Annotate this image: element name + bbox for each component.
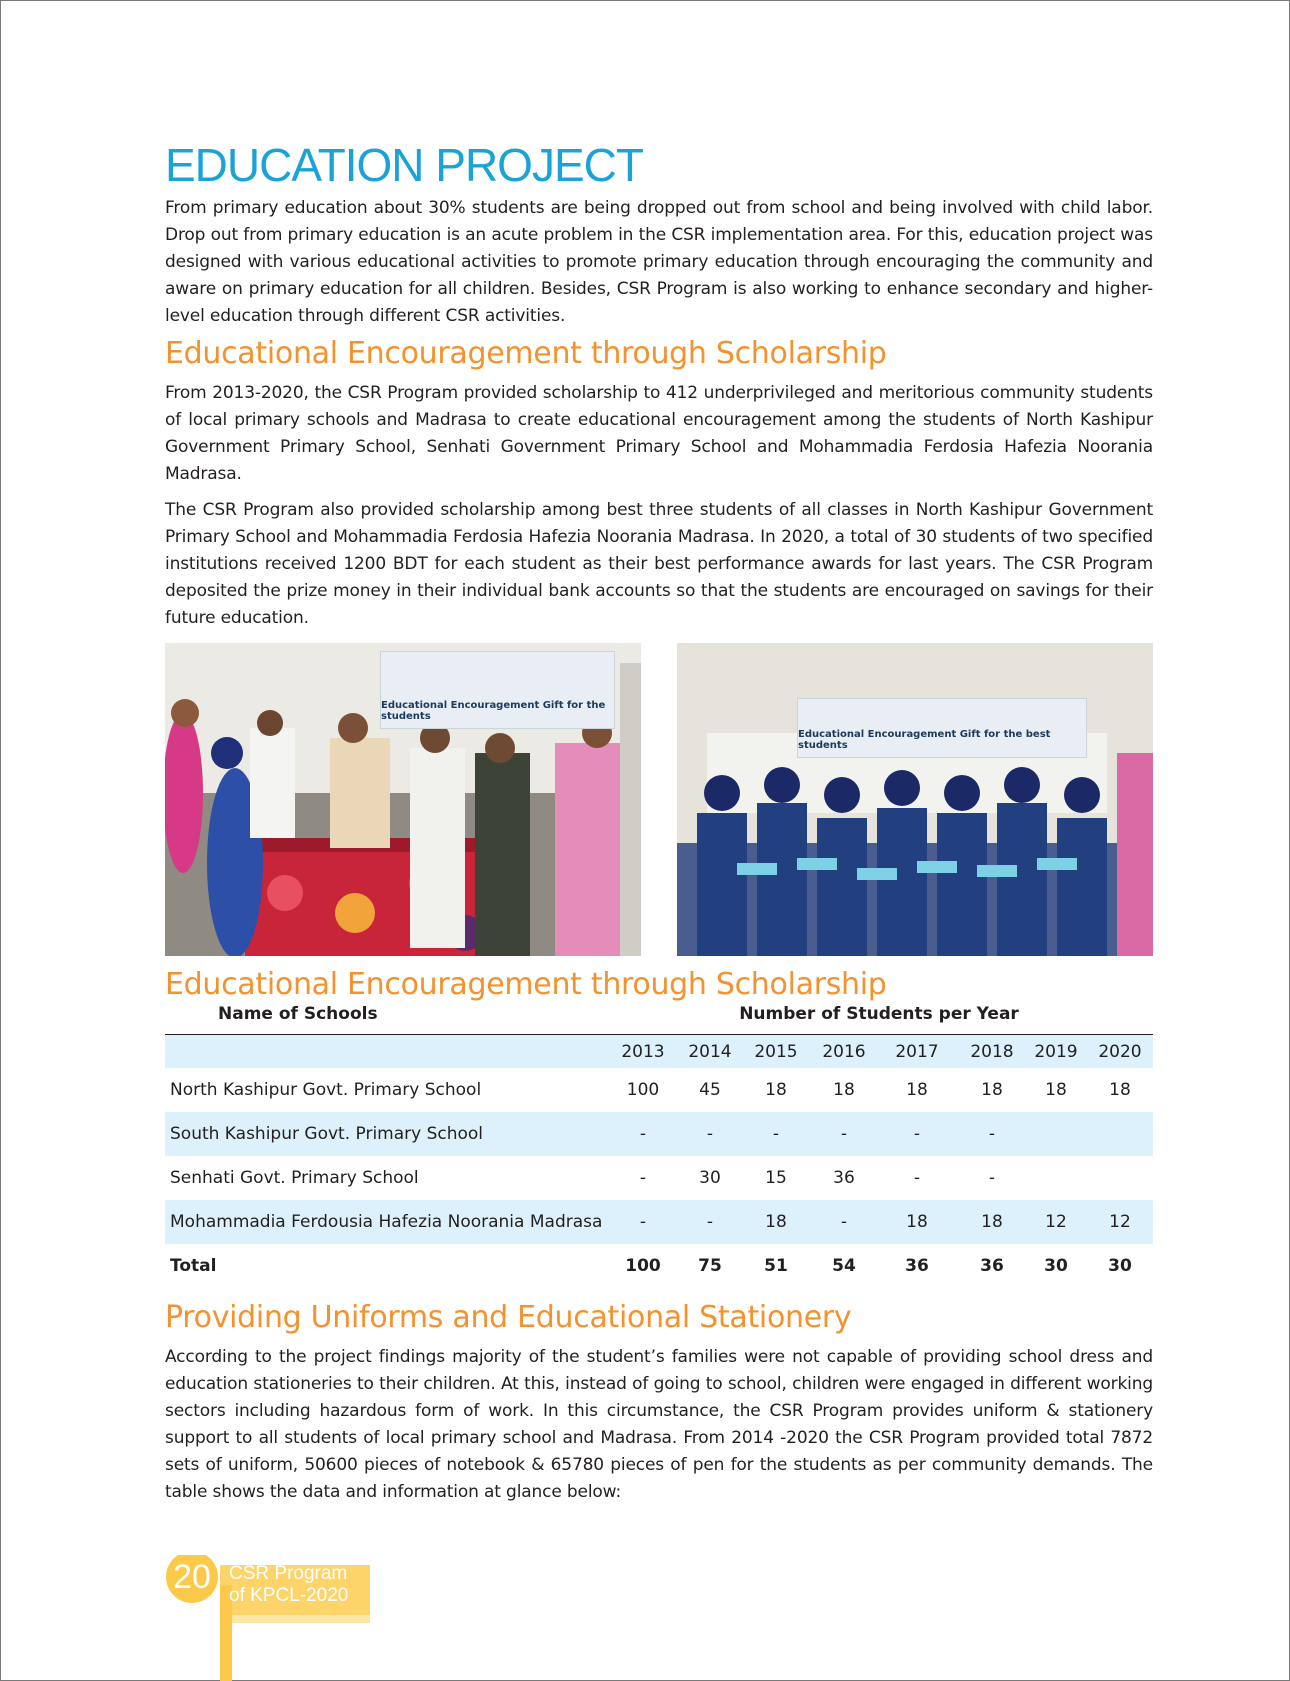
table-row <box>165 1068 1153 1112</box>
value-cell: - <box>739 1112 813 1156</box>
total-cell: 100 <box>625 1256 661 1276</box>
value-cell: 18 <box>833 1080 855 1100</box>
value-cell: - <box>813 1112 875 1156</box>
year-cell: 2013 <box>605 1035 681 1069</box>
value-cell: - <box>875 1112 959 1156</box>
years-column-header: Number of Students per Year <box>605 1004 1153 1035</box>
group-photo-image <box>677 643 1153 956</box>
value-cell: - <box>605 1200 681 1244</box>
value-cell: 45 <box>699 1080 721 1100</box>
year-row <box>165 1035 1153 1069</box>
value-cell: - <box>639 1168 647 1188</box>
value-cell <box>1087 1112 1153 1156</box>
value-cell: 18 <box>906 1080 928 1100</box>
value-cell: - <box>988 1168 996 1188</box>
value-cell: 12 <box>1025 1200 1087 1244</box>
page-title: EDUCATION PROJECT <box>165 139 643 191</box>
value-cell: 18 <box>765 1080 787 1100</box>
total-cell: 30 <box>1108 1256 1132 1276</box>
value-cell: 36 <box>833 1168 855 1188</box>
value-cell <box>1087 1156 1153 1200</box>
total-cell: 54 <box>832 1256 856 1276</box>
value-cell: 30 <box>699 1168 721 1188</box>
value-cell: 18 <box>739 1200 813 1244</box>
page-footer-badge <box>165 1555 385 1681</box>
year-cell: 2016 <box>813 1035 875 1069</box>
value-cell: 18 <box>959 1200 1025 1244</box>
value-cell: 18 <box>1045 1080 1067 1100</box>
total-cell: 51 <box>764 1256 788 1276</box>
scholarship-table <box>165 1004 1153 1288</box>
total-cell: 75 <box>698 1256 722 1276</box>
page-number: 20 <box>173 1558 211 1596</box>
left-banner: Educational Encouragement Gift for the students <box>380 651 615 729</box>
value-cell <box>1025 1112 1087 1156</box>
schools-column-header: Name of Schools <box>165 1004 605 1035</box>
total-cell: 36 <box>905 1256 929 1276</box>
value-cell: - <box>681 1112 739 1156</box>
scholarship-heading: Educational Encouragement through Scholarship <box>165 336 887 371</box>
year-cell: 2015 <box>739 1035 813 1069</box>
value-cell: - <box>605 1112 681 1156</box>
value-cell: - <box>813 1200 875 1244</box>
year-cell: 2014 <box>681 1035 739 1069</box>
total-cell: 36 <box>980 1256 1004 1276</box>
right-banner: Educational Encouragement Gift for the best students <box>797 698 1087 758</box>
value-cell: - <box>681 1200 739 1244</box>
total-cell: 30 <box>1044 1256 1068 1276</box>
value-cell <box>1025 1156 1087 1200</box>
scholarship-paragraph-2: The CSR Program also provided scholarship among best three students of all classes in North Kashipur Government Primary School and Mohammadia Ferdosia Hafezia Noorania Madrasa. In 2020, a total of 30 students of two specified institutions received 1200 BDT for each student as their best performance awards for last years. The CSR Program deposited the prize money in their individual bank accounts so that the students are encouraged on savings for their future education. <box>165 500 1153 628</box>
footer-line-1: CSR Program <box>229 1563 348 1584</box>
total-row <box>165 1244 1153 1288</box>
total-label: Total <box>170 1256 217 1276</box>
value-cell: 18 <box>875 1200 959 1244</box>
value-cell: 15 <box>765 1168 787 1188</box>
group-photo <box>677 643 1153 956</box>
value-cell: 18 <box>1109 1080 1131 1100</box>
year-row-label <box>165 1035 605 1069</box>
page-content <box>165 140 1153 1506</box>
school-name: North Kashipur Govt. Primary School <box>170 1080 482 1100</box>
school-name: Senhati Govt. Primary School <box>170 1168 419 1188</box>
year-cell: 2019 <box>1025 1035 1087 1069</box>
footer-line-2: of KPCL-2020 <box>229 1585 349 1606</box>
year-cell: 2017 <box>875 1035 959 1069</box>
intro-paragraph: From primary education about 30% students are being dropped out from school and being involved with child labor. Drop out from primary education is an acute problem in the CSR implementation area. For this, education project was designed with various educational activities to promote primary education through encouraging the community and aware on primary education for all children. Besides, CSR Program is also working to enhance secondary and higher-level education through different CSR activities. <box>165 198 1153 326</box>
school-name: South Kashipur Govt. Primary School <box>165 1112 605 1156</box>
table-row <box>165 1200 1153 1244</box>
scholarship-paragraph-1: From 2013-2020, the CSR Program provided scholarship to 412 underprivileged and meritorious community students of local primary schools and Madrasa to create educational encouragement among the students of North Kashipur Government Primary School, Senhati Government Primary School and Mohammadia Ferdosia Hafezia Noorania Madrasa. <box>165 383 1153 484</box>
table-row <box>165 1112 1153 1156</box>
value-cell: - <box>913 1168 921 1188</box>
table-row <box>165 1156 1153 1200</box>
photo-row <box>165 643 1153 956</box>
school-name: Mohammadia Ferdousia Hafezia Noorania Madrasa <box>165 1200 605 1244</box>
award-ceremony-photo <box>165 643 641 956</box>
value-cell: - <box>959 1112 1025 1156</box>
value-cell: 18 <box>981 1080 1003 1100</box>
table-heading: Educational Encouragement through Scholarship <box>165 967 887 1002</box>
value-cell: 12 <box>1087 1200 1153 1244</box>
uniforms-paragraph: According to the project findings majority of the student’s families were not capable of providing school dress and education stationeries to their children. At this, instead of going to school, children were engaged in different working sectors including hazardous form of work. In this circumstance, the CSR Program provides uniform & stationery support to all students of local primary school and Madrasa. From 2014 -2020 the CSR Program provided total 7872 sets of uniform, 50600 pieces of notebook & 65780 pieces of pen for the students as per community demands. The table shows the data and information at glance below: <box>165 1347 1153 1502</box>
year-cell: 2018 <box>959 1035 1025 1069</box>
year-cell: 2020 <box>1087 1035 1153 1069</box>
value-cell: 100 <box>626 1080 660 1100</box>
table-header-row <box>165 1004 1153 1035</box>
uniforms-heading: Providing Uniforms and Educational Stationery <box>165 1300 852 1335</box>
